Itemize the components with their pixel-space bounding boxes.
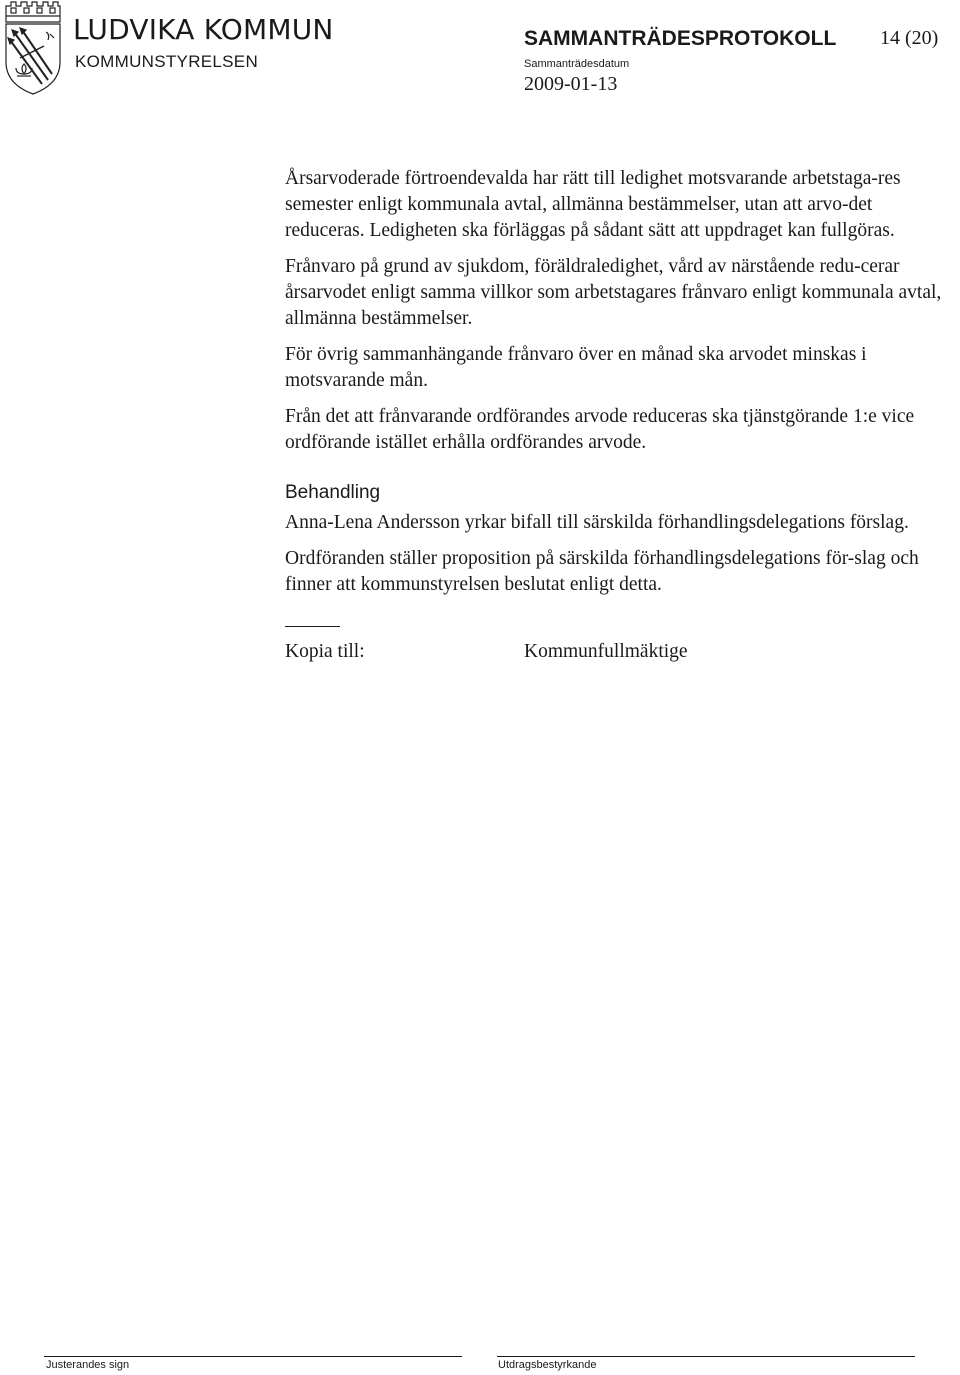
paragraph-other-absence: För övrig sammanhängande frånvaro över en månad ska arvodet minskas i motsvarande mån. (285, 344, 867, 391)
page-number: 14 (20) (880, 27, 939, 49)
paragraph-decision: Ordföranden ställer proposition på särskilda förhandlingsdelegations för-slag och finner att kommunstyrelsen beslutat enligt detta. (285, 548, 919, 595)
organization-unit: KOMMUNSTYRELSEN (75, 52, 259, 71)
copy-to-recipient: Kommunfullmäktige (524, 641, 688, 662)
divider (285, 626, 340, 627)
paragraph-motion: Anna-Lena Andersson yrkar bifall till särskilda förhandlingsdelegations förslag. (285, 512, 909, 533)
paragraph-vice-chair: Från det att frånvarande ordförandes arvode reduceras ska tjänstgörande 1:e vice ordförande istället erhålla ordförandes arvode. (285, 406, 915, 453)
document-body (285, 166, 953, 665)
paragraph-vacation: Årsarvoderade förtroendevalda har rätt till ledighet motsvarande arbetstaga-res semester enligt kommunala avtal, allmänna bestämmelser, utan att arvo-det reduceras. Ledigheten ska förläggas på sådant sätt att uppdraget kan fullgöras. (285, 168, 901, 241)
signature-line (44, 1356, 462, 1357)
certification-label: Utdragsbestyrkande (498, 1359, 597, 1371)
municipal-coat-of-arms-icon (2, 0, 64, 96)
section-heading: Behandling (285, 482, 381, 503)
signature-label: Justerandes sign (46, 1359, 130, 1371)
copy-to-label: Kopia till: (285, 641, 365, 662)
meeting-date-label: Sammanträdesdatum (524, 58, 630, 70)
paragraph-absence: Frånvaro på grund av sjukdom, föräldraledighet, vård av närstående redu-cerar årsarvodet enligt samma villkor som arbetstagares frånvaro enligt kommunala avtal, allmänna bestämmelser. (285, 256, 942, 329)
copy-to-row (285, 639, 953, 665)
document-title: SAMMANTRÄDESPROTOKOLL (524, 27, 837, 50)
certification-line (497, 1356, 915, 1357)
meeting-date: 2009-01-13 (524, 73, 618, 95)
organization-name: LUDVIKA KOMMUN (73, 13, 334, 46)
